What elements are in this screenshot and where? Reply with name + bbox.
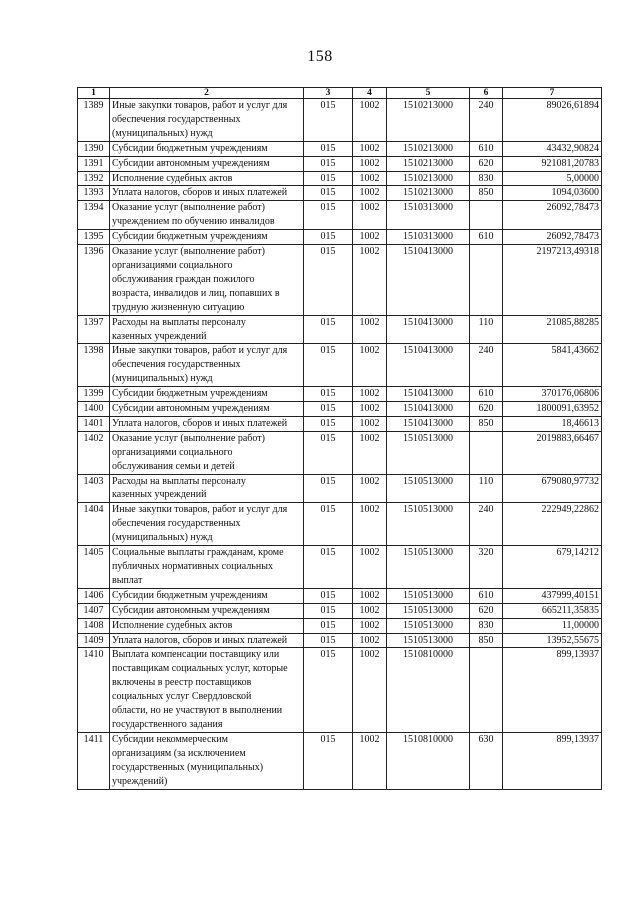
expense-type-cell — [470, 648, 503, 732]
expense-type-cell: 320 — [470, 546, 503, 589]
item-name-line: организациями социального — [112, 446, 233, 458]
expense-type-cell: 620 — [470, 156, 503, 171]
amount-cell: 679,14212 — [503, 546, 602, 589]
target-article-cell: 1510513000 — [387, 546, 470, 589]
row-number-cell: 1395 — [78, 230, 110, 245]
amount-cell: 26092,78473 — [503, 230, 602, 245]
table-row — [78, 546, 602, 589]
item-name-cell — [110, 186, 304, 201]
section-code-cell: 1002 — [353, 603, 387, 618]
item-name-line: казенных учреждений — [112, 489, 207, 501]
row-number-cell: 1405 — [78, 546, 110, 589]
item-name-line: (муниципальных) нужд — [112, 373, 213, 385]
ministry-code-cell: 015 — [304, 648, 353, 732]
ministry-code-cell: 015 — [304, 732, 353, 789]
item-name-line: области, но не участвуют в выполнении — [112, 705, 283, 717]
item-name-line: Расходы на выплаты персоналу — [112, 316, 246, 328]
expense-type-cell — [470, 245, 503, 316]
amount-cell: 679080,97732 — [503, 474, 602, 503]
section-code-cell: 1002 — [353, 186, 387, 201]
item-name-line: Субсидии бюджетным учреждениям — [112, 589, 268, 601]
target-article-cell: 1510513000 — [387, 633, 470, 648]
item-name-cell — [110, 141, 304, 156]
target-article-cell: 1510513000 — [387, 474, 470, 503]
section-code-cell: 1002 — [353, 732, 387, 789]
expense-type-cell: 620 — [470, 402, 503, 417]
table-row — [78, 648, 602, 732]
item-name-cell — [110, 603, 304, 618]
table-row — [78, 186, 602, 201]
expense-type-cell: 240 — [470, 344, 503, 387]
column-header: 7 — [503, 88, 602, 99]
section-code-cell: 1002 — [353, 431, 387, 474]
item-name-line: государственного задания — [112, 718, 223, 730]
row-number-cell: 1407 — [78, 603, 110, 618]
table-row — [78, 503, 602, 546]
item-name-cell — [110, 648, 304, 732]
item-name-line: включены в реестр поставщиков — [112, 677, 252, 689]
section-code-cell: 1002 — [353, 156, 387, 171]
ministry-code-cell: 015 — [304, 156, 353, 171]
amount-cell: 2019883,66467 — [503, 431, 602, 474]
target-article-cell: 1510313000 — [387, 201, 470, 230]
table-header-row — [78, 88, 602, 99]
row-number-cell: 1393 — [78, 186, 110, 201]
row-number-cell: 1390 — [78, 141, 110, 156]
item-name-line: обслуживания граждан пожилого — [112, 273, 255, 285]
amount-cell: 222949,22862 — [503, 503, 602, 546]
item-name-cell — [110, 402, 304, 417]
target-article-cell: 1510213000 — [387, 171, 470, 186]
table-row — [78, 633, 602, 648]
ministry-code-cell: 015 — [304, 201, 353, 230]
section-code-cell: 1002 — [353, 201, 387, 230]
target-article-cell: 1510513000 — [387, 431, 470, 474]
section-code-cell: 1002 — [353, 588, 387, 603]
amount-cell: 43432,90824 — [503, 141, 602, 156]
expense-type-cell: 620 — [470, 603, 503, 618]
expense-type-cell — [470, 431, 503, 474]
row-number-cell: 1400 — [78, 402, 110, 417]
table-row — [78, 474, 602, 503]
item-name-line: Исполнение судебных актов — [112, 619, 233, 631]
item-name-cell — [110, 245, 304, 316]
target-article-cell: 1510513000 — [387, 503, 470, 546]
ministry-code-cell: 015 — [304, 99, 353, 142]
row-number-cell: 1398 — [78, 344, 110, 387]
ministry-code-cell: 015 — [304, 503, 353, 546]
target-article-cell: 1510413000 — [387, 402, 470, 417]
item-name-line: Субсидии бюджетным учреждениям — [112, 142, 268, 154]
expense-type-cell: 110 — [470, 474, 503, 503]
amount-cell: 437999,40151 — [503, 588, 602, 603]
item-name-line: Субсидии бюджетным учреждениям — [112, 231, 268, 243]
target-article-cell: 1510213000 — [387, 99, 470, 142]
target-article-cell: 1510413000 — [387, 416, 470, 431]
target-article-cell: 1510413000 — [387, 387, 470, 402]
item-name-line: Расходы на выплаты персоналу — [112, 475, 246, 487]
row-number-cell: 1392 — [78, 171, 110, 186]
row-number-cell: 1410 — [78, 648, 110, 732]
expense-type-cell: 610 — [470, 387, 503, 402]
target-article-cell: 1510810000 — [387, 648, 470, 732]
expense-type-cell: 610 — [470, 141, 503, 156]
column-header: 4 — [353, 88, 387, 99]
row-number-cell: 1411 — [78, 732, 110, 789]
amount-cell: 5841,43662 — [503, 344, 602, 387]
item-name-line: Субсидии автономным учреждениям — [112, 403, 270, 415]
expense-type-cell: 850 — [470, 186, 503, 201]
item-name-line: обеспечения государственных — [112, 359, 241, 371]
amount-cell: 26092,78473 — [503, 201, 602, 230]
item-name-line: организациям (за исключением — [112, 747, 246, 759]
section-code-cell: 1002 — [353, 474, 387, 503]
table-row — [78, 732, 602, 789]
ministry-code-cell: 015 — [304, 186, 353, 201]
item-name-line: поставщикам социальных услуг, которые — [112, 663, 288, 675]
item-name-line: Выплата компенсации поставщику или — [112, 649, 280, 661]
target-article-cell: 1510213000 — [387, 141, 470, 156]
expense-type-cell: 830 — [470, 618, 503, 633]
expense-type-cell: 610 — [470, 230, 503, 245]
target-article-cell: 1510213000 — [387, 156, 470, 171]
ministry-code-cell: 015 — [304, 402, 353, 417]
row-number-cell: 1402 — [78, 431, 110, 474]
page-number: 158 — [307, 48, 333, 65]
target-article-cell: 1510413000 — [387, 315, 470, 344]
item-name-cell — [110, 474, 304, 503]
row-number-cell: 1394 — [78, 201, 110, 230]
item-name-line: Уплата налогов, сборов и иных платежей — [112, 187, 288, 199]
item-name-line: обслуживания семьи и детей — [112, 460, 235, 472]
section-code-cell: 1002 — [353, 171, 387, 186]
row-number-cell: 1409 — [78, 633, 110, 648]
expense-type-cell: 850 — [470, 633, 503, 648]
target-article-cell: 1510513000 — [387, 588, 470, 603]
item-name-line: Уплата налогов, сборов и иных платежей — [112, 634, 288, 646]
table-row — [78, 201, 602, 230]
item-name-cell — [110, 503, 304, 546]
item-name-line: Субсидии некоммерческим — [112, 733, 228, 745]
table-row — [78, 416, 602, 431]
section-code-cell: 1002 — [353, 387, 387, 402]
section-code-cell: 1002 — [353, 416, 387, 431]
amount-cell: 11,00000 — [503, 618, 602, 633]
item-name-line: учреждений) — [112, 775, 168, 787]
item-name-cell — [110, 171, 304, 186]
ministry-code-cell: 015 — [304, 633, 353, 648]
table-row — [78, 387, 602, 402]
table-row — [78, 171, 602, 186]
section-code-cell: 1002 — [353, 546, 387, 589]
row-number-cell: 1404 — [78, 503, 110, 546]
item-name-cell — [110, 546, 304, 589]
table-row — [78, 588, 602, 603]
item-name-cell — [110, 618, 304, 633]
item-name-cell — [110, 315, 304, 344]
expense-type-cell: 630 — [470, 732, 503, 789]
item-name-line: обеспечения государственных — [112, 518, 241, 530]
table-row — [78, 99, 602, 142]
item-name-cell — [110, 230, 304, 245]
item-name-cell — [110, 99, 304, 142]
item-name-line: Исполнение судебных актов — [112, 172, 233, 184]
section-code-cell: 1002 — [353, 344, 387, 387]
item-name-line: Иные закупки товаров, работ и услуг для — [112, 345, 288, 357]
table-row — [78, 245, 602, 316]
expense-type-cell: 240 — [470, 503, 503, 546]
section-code-cell: 1002 — [353, 245, 387, 316]
ministry-code-cell: 015 — [304, 315, 353, 344]
amount-cell: 1800091,63952 — [503, 402, 602, 417]
item-name-cell — [110, 344, 304, 387]
target-article-cell: 1510513000 — [387, 618, 470, 633]
column-header: 5 — [387, 88, 470, 99]
amount-cell: 665211,35835 — [503, 603, 602, 618]
expense-type-cell — [470, 201, 503, 230]
expense-type-cell: 850 — [470, 416, 503, 431]
item-name-line: социальных услуг Свердловской — [112, 691, 252, 703]
item-name-line: обеспечения государственных — [112, 113, 241, 125]
section-code-cell: 1002 — [353, 315, 387, 344]
row-number-cell: 1397 — [78, 315, 110, 344]
table-row — [78, 156, 602, 171]
column-header: 6 — [470, 88, 503, 99]
amount-cell: 1094,03600 — [503, 186, 602, 201]
item-name-cell — [110, 633, 304, 648]
item-name-cell — [110, 588, 304, 603]
section-code-cell: 1002 — [353, 633, 387, 648]
ministry-code-cell: 015 — [304, 546, 353, 589]
item-name-cell — [110, 387, 304, 402]
target-article-cell: 1510810000 — [387, 732, 470, 789]
table-row — [78, 141, 602, 156]
item-name-line: возраста, инвалидов и лиц, попавших в — [112, 287, 280, 299]
item-name-cell — [110, 156, 304, 171]
ministry-code-cell: 015 — [304, 387, 353, 402]
target-article-cell: 1510413000 — [387, 245, 470, 316]
row-number-cell: 1396 — [78, 245, 110, 316]
item-name-line: (муниципальных) нужд — [112, 532, 213, 544]
ministry-code-cell: 015 — [304, 474, 353, 503]
ministry-code-cell: 015 — [304, 344, 353, 387]
item-name-line: Оказание услуг (выполнение работ) — [112, 202, 265, 214]
table-row — [78, 431, 602, 474]
item-name-line: государственных (муниципальных) — [112, 761, 264, 773]
item-name-line: публичных нормативных социальных — [112, 561, 273, 572]
expense-type-cell: 240 — [470, 99, 503, 142]
item-name-line: трудную жизненную ситуацию — [112, 301, 245, 313]
table-row — [78, 230, 602, 245]
ministry-code-cell: 015 — [304, 603, 353, 618]
item-name-line: Субсидии автономным учреждениям — [112, 157, 270, 169]
column-header: 3 — [304, 88, 353, 99]
row-number-cell: 1399 — [78, 387, 110, 402]
item-name-line: Иные закупки товаров, работ и услуг для — [112, 504, 288, 516]
expense-type-cell: 610 — [470, 588, 503, 603]
section-code-cell: 1002 — [353, 618, 387, 633]
ministry-code-cell: 015 — [304, 245, 353, 316]
amount-cell: 89026,61894 — [503, 99, 602, 142]
item-name-line: Оказание услуг (выполнение работ) — [112, 432, 265, 444]
target-article-cell: 1510513000 — [387, 603, 470, 618]
item-name-line: Уплата налогов, сборов и иных платежей — [112, 417, 288, 429]
amount-cell: 2197213,49318 — [503, 245, 602, 316]
ministry-code-cell: 015 — [304, 416, 353, 431]
target-article-cell: 1510313000 — [387, 230, 470, 245]
item-name-line: учреждением по обучению инвалидов — [112, 216, 275, 228]
amount-cell: 13952,55675 — [503, 633, 602, 648]
amount-cell: 5,00000 — [503, 171, 602, 186]
row-number-cell: 1406 — [78, 588, 110, 603]
table-row — [78, 603, 602, 618]
row-number-cell: 1408 — [78, 618, 110, 633]
section-code-cell: 1002 — [353, 230, 387, 245]
item-name-line: Субсидии автономным учреждениям — [112, 604, 270, 616]
item-name-cell — [110, 431, 304, 474]
section-code-cell: 1002 — [353, 648, 387, 732]
ministry-code-cell: 015 — [304, 618, 353, 633]
budget-table — [77, 87, 602, 790]
expense-type-cell: 110 — [470, 315, 503, 344]
target-article-cell: 1510413000 — [387, 344, 470, 387]
section-code-cell: 1002 — [353, 503, 387, 546]
table-body — [78, 99, 602, 790]
ministry-code-cell: 015 — [304, 141, 353, 156]
expense-type-cell: 830 — [470, 171, 503, 186]
ministry-code-cell: 015 — [304, 171, 353, 186]
table-row — [78, 344, 602, 387]
item-name-cell — [110, 201, 304, 230]
column-header: 2 — [110, 88, 304, 99]
item-name-line: Субсидии бюджетным учреждениям — [112, 388, 268, 400]
row-number-cell: 1391 — [78, 156, 110, 171]
table-row — [78, 402, 602, 417]
item-name-line: Социальные выплаты гражданам, кроме — [112, 547, 284, 559]
amount-cell: 921081,20783 — [503, 156, 602, 171]
item-name-line: Иные закупки товаров, работ и услуг для — [112, 100, 288, 111]
table-row — [78, 618, 602, 633]
table-row — [78, 315, 602, 344]
ministry-code-cell: 015 — [304, 230, 353, 245]
amount-cell: 899,13937 — [503, 648, 602, 732]
row-number-cell: 1389 — [78, 99, 110, 142]
row-number-cell: 1401 — [78, 416, 110, 431]
amount-cell: 899,13937 — [503, 732, 602, 789]
amount-cell: 21085,88285 — [503, 315, 602, 344]
item-name-line: организациями социального — [112, 259, 233, 271]
item-name-line: выплат — [112, 574, 143, 586]
item-name-line: Оказание услуг (выполнение работ) — [112, 246, 265, 258]
section-code-cell: 1002 — [353, 402, 387, 417]
section-code-cell: 1002 — [353, 99, 387, 142]
row-number-cell: 1403 — [78, 474, 110, 503]
column-header: 1 — [78, 88, 110, 99]
item-name-cell — [110, 732, 304, 789]
target-article-cell: 1510213000 — [387, 186, 470, 201]
ministry-code-cell: 015 — [304, 588, 353, 603]
ministry-code-cell: 015 — [304, 431, 353, 474]
item-name-cell — [110, 416, 304, 431]
amount-cell: 370176,06806 — [503, 387, 602, 402]
amount-cell: 18,46613 — [503, 416, 602, 431]
item-name-line: (муниципальных) нужд — [112, 127, 213, 139]
section-code-cell: 1002 — [353, 141, 387, 156]
item-name-line: казенных учреждений — [112, 330, 207, 342]
